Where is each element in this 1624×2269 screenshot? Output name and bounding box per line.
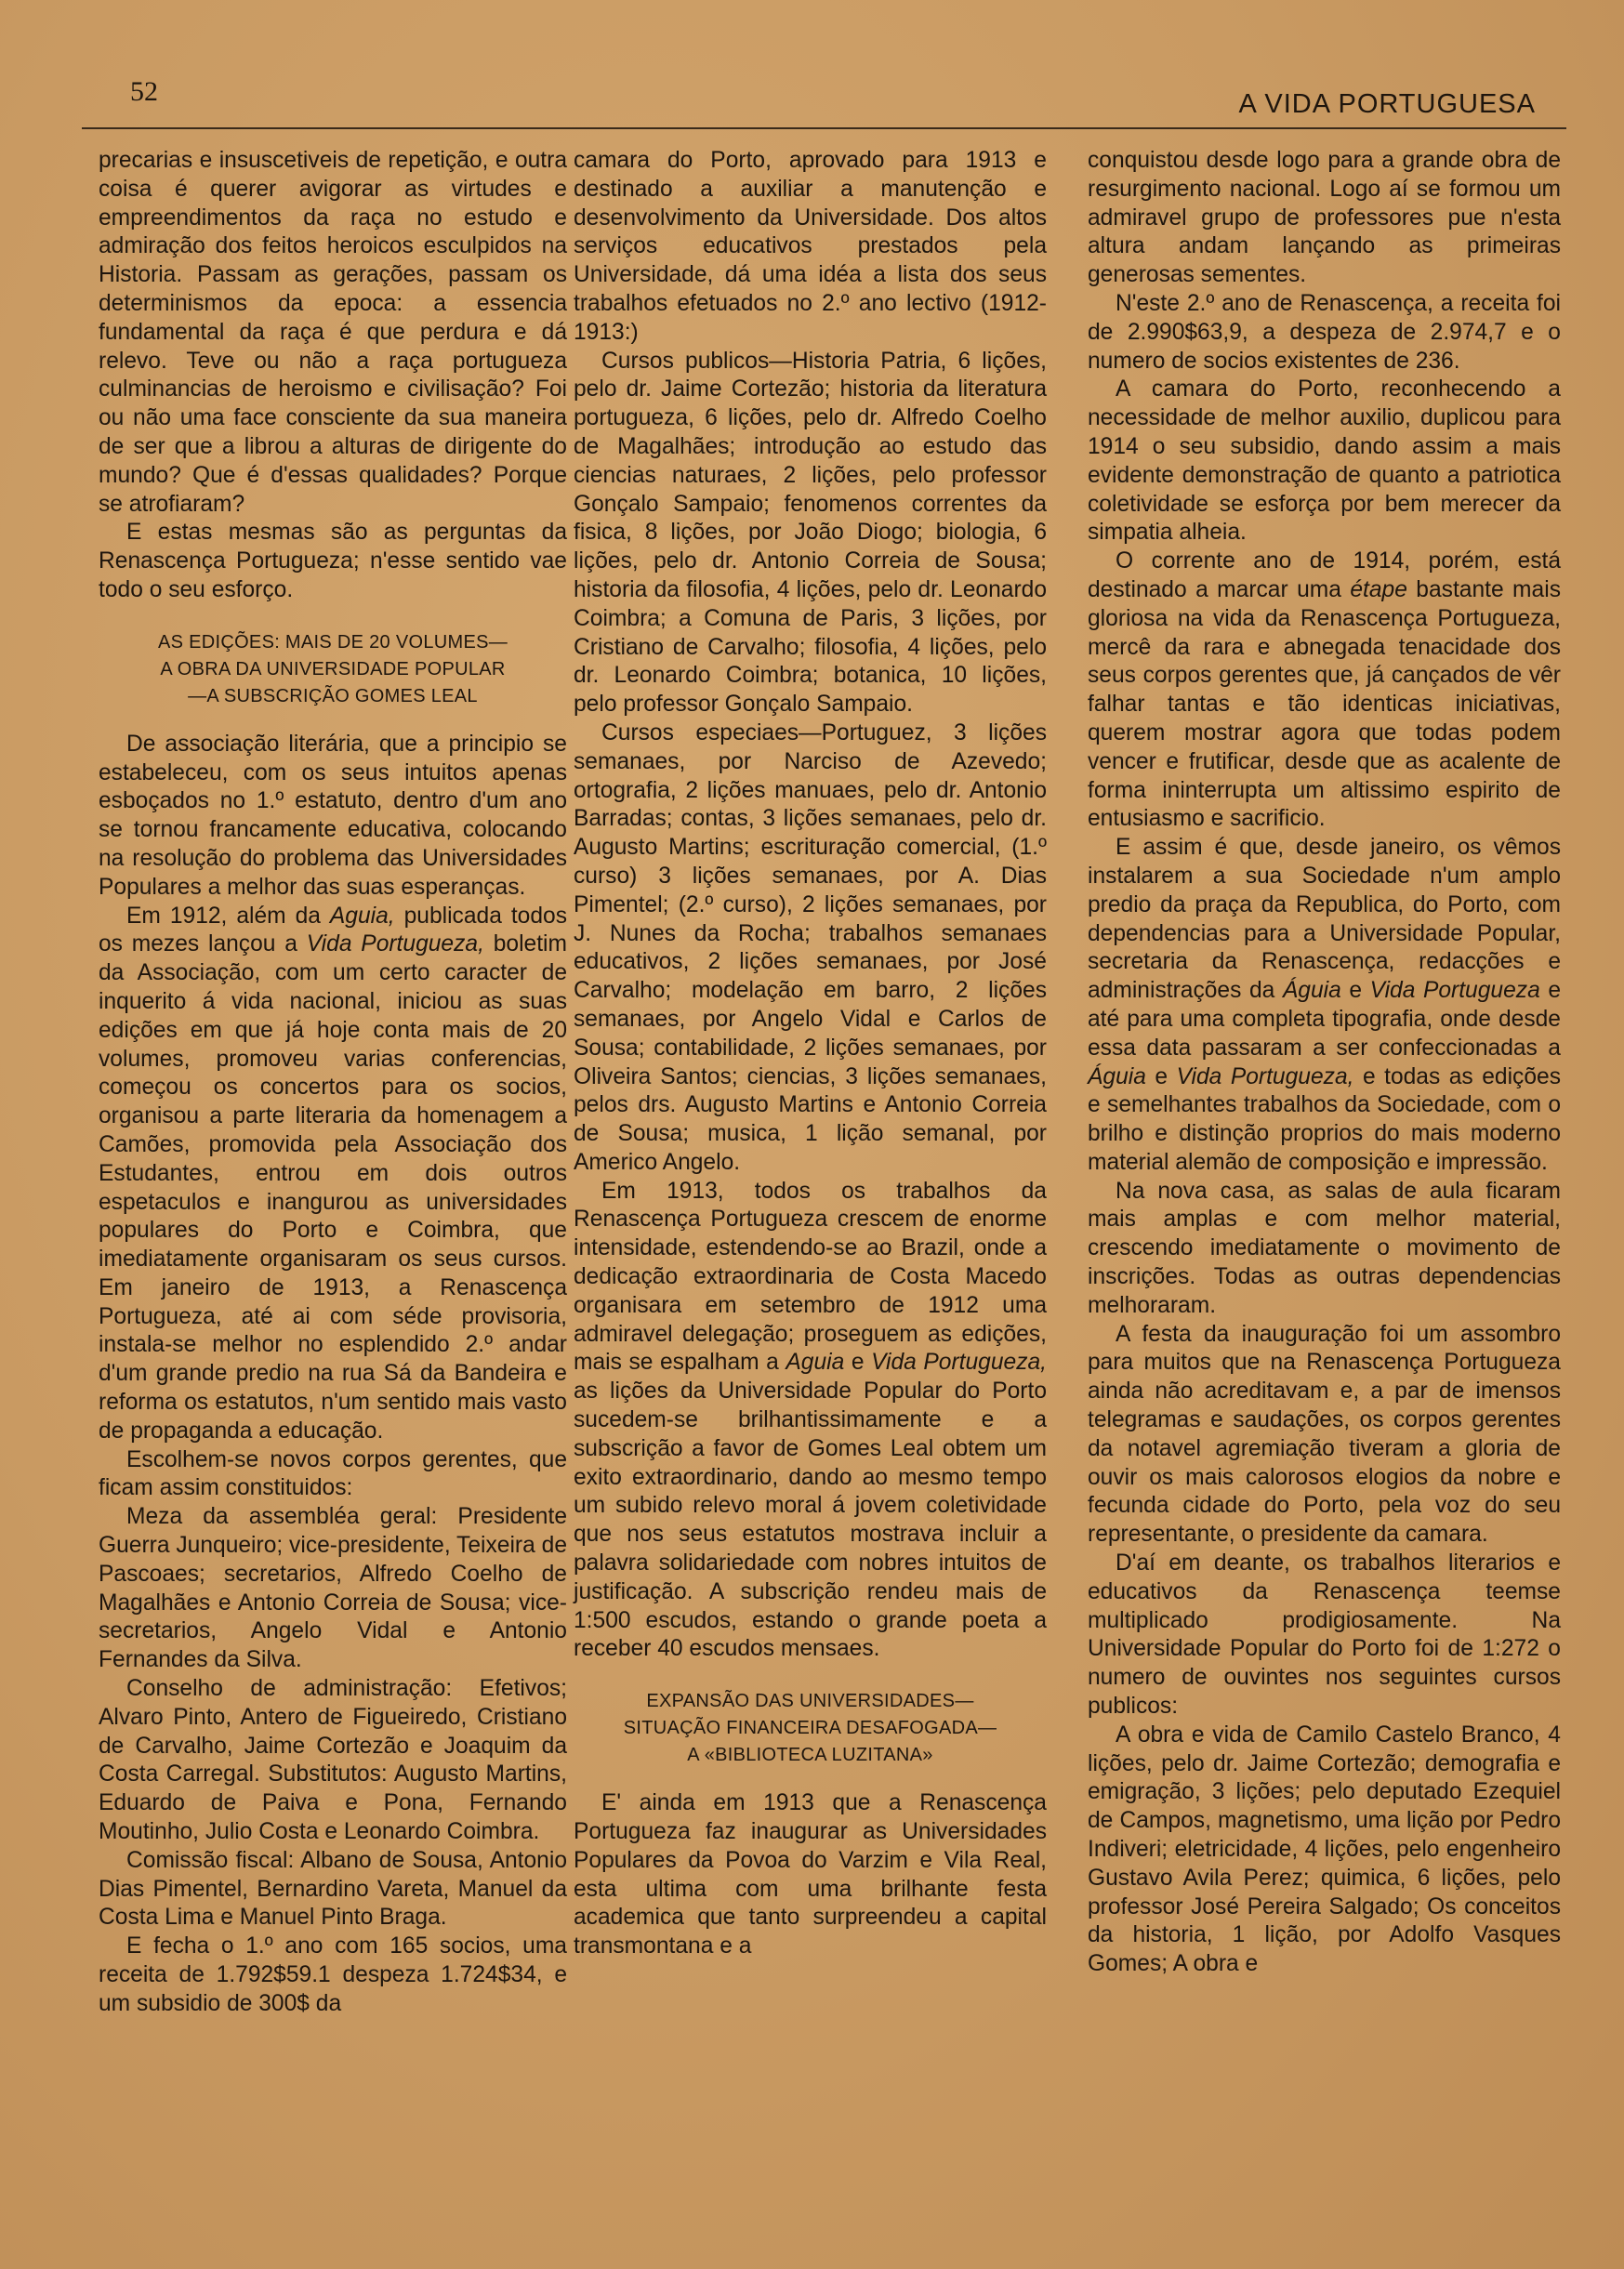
paragraph — [574, 1178, 1047, 1665]
paragraph — [99, 903, 567, 1446]
paragraph: Cursos especiaes—Portuguez, 3 lições semanaes, por Narciso de Azevedo; ortografia, 2 lições manuaes, pelo dr. Antonio Barradas; contas, 3 lições semanaes, pelo dr. Augusto Martins; escrituração comercial, (1.º curso) 3 lições semanaes, por A. Dias Pimentel; (2.º curso), 2 lições semanaes, por J. Nunes da Rocha; trabalhos semanaes educativos, 2 lições semanaes, por José Carvalho; modelação em barro, 2 lições semanaes, por Angelo Vidal e Carlos de Sousa; contabilidade, 2 lições semanaes, por Oliveira Santos; ciencias, 3 lições semanaes, pelos drs. Augusto Martins e Antonio Correia de Sousa; musica, 1 lição semanal, por Americo Angelo. — [574, 719, 1047, 1175]
paragraph: E fecha o 1.º ano com 165 socios, uma receita de 1.792$59.1 despeza 1.724$34, e um subsidio de 300$ da — [99, 1933, 567, 2016]
column-1 — [99, 147, 567, 2019]
paragraph: N'este 2.º ano de Renascença, a receita foi de 2.990$63,9, a despeza de 2.974,7 e o numero de socios existentes de 236. — [1088, 290, 1561, 374]
section-heading-line: A «BIBLIOTECA LUZITANA» — [687, 1745, 933, 1766]
section-heading — [574, 1688, 1047, 1769]
text-run: e — [844, 1350, 872, 1376]
text-run: as lições da Universidade Popular do Porto sucedem-se brilhantissimamente e a subscrição a favor de Gomes Leal obtem um exito extraordinario, dando ao mesmo tempo um subido relevo moral á jovem coletividade que nos seus estatutos mostrava incluir a palavra solidariedade com nobres intuitos de justificação. A subscrição rendeu mais de 1:500 escudos, estando o grande poeta a receber 40 escudos mensaes. — [574, 1379, 1047, 1662]
text-run: boletim da Associação, com um certo caracter de inquerito á vida nacional, iniciou as suas edições em que já hoje conta mais de 20 volumes, promoveu varias conferencias, começou os concertos para os socios, organisou a parte literaria da homenagem a Camões, promovida pela Associação dos Estudantes, entrou em dois outros espetaculos e inangurou as universidades populares do Porto e Coimbra, que imediatamente organisaram os seus cursos. Em janeiro de 1913, a Renascença Portugueza, até ai com séde provisoria, instala-se melhor no esplendido 2.º andar d'um grande predio na rua Sá da Bandeira e reforma os estatutos, n'um sentido mais vasto de propaganda a educação. — [99, 931, 567, 1444]
italic-word: étape — [1350, 576, 1407, 602]
paragraph: Conselho de administração: Efetivos; Alvaro Pinto, Antero de Figueiredo, Cristiano de Carvalho, Jaime Cortezão e Joaquim da Costa Carregal. Substitutos: Augusto Martins, Eduardo de Paiva e Pona, Fernando Moutinho, Julio Costa e Leonardo Coimbra. — [99, 1676, 567, 1845]
paragraph: De associação literária, que a principio se estabeleceu, com os seus intuitos apenas esboçados no 1.º estatuto, dentro d'um ano se tornou francamente educativa, colocando na resolução do problema das Universidades Populares a melhor das suas esperanças. — [99, 731, 567, 900]
section-heading-line: —A SUBSCRIÇÃO GOMES LEAL — [188, 685, 478, 706]
section-heading-line: SITUAÇÃO FINANCEIRA DESAFOGADA— — [623, 1718, 997, 1739]
paragraph: E' ainda em 1913 que a Renascença Portugueza faz inaugurar as Universidades Populares da Povoa do Varzim e Vila Real, esta ultima com uma brilhante festa academica que tanto surpreendeu a capital transmontana e a — [574, 1790, 1047, 1959]
paragraph: conquistou desde logo para a grande obra de resurgimento nacional. Logo aí se formou um admiravel grupo de professores pue n'esta altura andam lançando as primeiras generosas sementes. — [1088, 148, 1561, 288]
section-heading-line: A OBRA DA UNIVERSIDADE POPULAR — [160, 658, 506, 679]
column-3 — [1088, 147, 1561, 1979]
section-heading-line: AS EDIÇÕES: MAIS DE 20 VOLUMES— — [157, 631, 508, 653]
title-aguia: Águia — [1088, 1063, 1146, 1089]
title-aguia: Águia — [1282, 978, 1341, 1004]
title-vida-portugueza: Vida Portugueza, — [871, 1350, 1048, 1376]
paragraph — [1088, 834, 1561, 1178]
paragraph: camara do Porto, aprovado para 1913 e destinado a auxiliar a manutenção e desenvolvimento da Universidade. Dos altos serviços educativos prestados pela Universidade, dá uma idéa a lista dos seus trabalhos efetuados no 2.º ano lectivo (1912-1913:) — [574, 148, 1047, 345]
section-heading-line: EXPANSÃO DAS UNIVERSIDADES— — [646, 1691, 974, 1712]
text-run: e — [1340, 978, 1370, 1004]
paragraph: A camara do Porto, reconhecendo a necessidade de melhor auxilio, duplicou para 1914 o seu subsidio, dando assim a mais evidente demonstração de quanto a patriotica coletividade se esforça por bem merecer da simpatia alheia. — [1088, 376, 1561, 546]
text-run: e — [1145, 1063, 1177, 1089]
title-vida-portugueza: Vida Portugueza, — [1176, 1063, 1354, 1089]
column-2 — [574, 147, 1047, 1961]
text-run: e todas as edições e semelhantes trabalhos da Sociedade, com o brilho e distinção proprios do mais moderno material alemão de composição e impressão. — [1088, 1063, 1561, 1175]
paragraph: Meza da assembléa geral: Presidente Guerra Junqueiro; vice-presidente, Teixeira de Pascoaes; secretarios, Alfredo Coelho de Magalhães e Antonio Correia de Sousa; vice-secretarios, Angelo Vidal e Antonio Fernandes da Silva. — [99, 1504, 567, 1673]
paragraph: D'aí em deante, os trabalhos literarios e educativos da Renascença teemse multiplicado prodigiosamente. Na Universidade Popular do Porto foi de 1:272 o numero de ouvintes nos seguintes cursos publicos: — [1088, 1550, 1561, 1720]
text-run: e até para uma completa tipografia, onde desde essa data passaram a ser confeccionadas a — [1088, 978, 1561, 1061]
page-number: 52 — [130, 76, 158, 107]
paragraph: Escolhem-se novos corpos gerentes, que ficam assim constituidos: — [99, 1446, 567, 1501]
paragraph: Na nova casa, as salas de aula ficaram mais amplas e com melhor material, crescendo imediatamente o movimento de inscrições. Todas as outras dependencias melhoraram. — [1088, 1178, 1561, 1318]
title-aguia: Aguia, — [329, 903, 395, 929]
text-run: Em 1912, além da — [126, 903, 330, 929]
text-run: publicada todos os mezes lançou a — [99, 903, 567, 957]
paragraph: A obra e vida de Camilo Castelo Branco, 4 lições, pelo dr. Jaime Cortezão; demografia e emigração, 3 lições; pelo deputado Ezequiel de Campos, magnetismo, uma lição por Pedro Indiveri; eletricidade, 4 lições, pelo engenheiro Gustavo Avila Perez; quimica, 6 lições, pelo professor José Pereira Salgado; Os conceitos da historia, 1 lição, por Adolfo Vasques Gomes; A obra e — [1088, 1722, 1561, 1977]
paragraph: Comissão fiscal: Albano de Sousa, Antonio Dias Pimentel, Bernardino Vareta, Manuel da Costa Lima e Manuel Pinto Braga. — [99, 1847, 567, 1931]
text-run: O corrente ano de 1914, porém, está destinado a marcar uma — [1088, 548, 1561, 602]
paragraph — [1088, 547, 1561, 834]
paragraph: E estas mesmas são as perguntas da Renascença Portugueza; n'esse sentido vae todo o seu esforço. — [99, 520, 567, 602]
paragraph: A festa da inauguração foi um assombro para muitos que na Renascença Portugueza ainda não acreditavam e, a par de imensos telegramas e saudações, os corpos gerentes da notavel agremiação tiveram a gloria de ouvir os mais calorosos elogios da nobre e fecunda cidade do Porto, pela voz do seu representante, o presidente da camara. — [1088, 1321, 1561, 1548]
text-run: E assim é que, desde janeiro, os vêmos instalarem a sua Sociedade n'um amplo predio da praça da Republica, do Porto, com dependencias para a Universidade Popular, secretaria da Renascença, redacções e administrações da — [1088, 835, 1561, 1004]
running-title: A VIDA PORTUGUESA — [1238, 89, 1536, 119]
paragraph: precarias e insuscetiveis de repetição, e outra coisa é querer avigorar as virtudes e empreendimentos da raça no estudo e admiração dos feitos heroicos esculpidos na Historia. Passam as gerações, passam os determinismos da epoca: a essencia fundamental da raça é que perdura e dá relevo. Teve ou não a raça portugueza culminancias de heroismo e civilisação? Foi ou não uma face consciente da sua maneira de ser que a librou a alturas de dirigente do mundo? Que é d'essas qualidades? Porque se atrofiaram? — [99, 148, 567, 517]
title-aguia: Aguia — [786, 1350, 845, 1376]
text-run: bastante mais gloriosa na vida da Renascença Portugueza, mercê da rara e abnegada tenacidade dos seus corpos gerentes que, já cançados de vêr falhar tantas e tão identicas iniciativas, querem mostrar agora que todas podem vencer e frutificar, desde que as acalente de forma ininterrupta um altissimo espirito de entusiasmo e sacrificio. — [1088, 576, 1561, 832]
text-run: Em 1913, todos os trabalhos da Renascença Portugueza crescem de enorme intensidade, estendendo-se ao Brazil, onde a dedicação extraordinaria de Costa Macedo organisara em setembro de 1912 uma admiravel delegação; proseguem as edições, mais se espalham a — [574, 1178, 1047, 1376]
paragraph: Cursos publicos—Historia Patria, 6 lições, pelo dr. Jaime Cortezão; historia da literatura portugueza, 6 lições, pelo dr. Alfredo Coelho de Magalhães; introdução ao estudo das ciencias naturaes, 2 lições, pelo professor Gonçalo Sampaio; fenomenos correntes da fisica, 8 lições, por João Diogo; biologia, 6 lições, pelo dr. Antonio Correia de Sousa; historia da filosofia, 4 lições, pelo dr. Leonardo Coimbra; a Comuna de Paris, 3 lições, por Cristiano de Carvalho; filosofia, 4 lições, pelo dr. Leonardo Coimbra; botanica, 10 lições, pelo professor Gonçalo Sampaio. — [574, 348, 1047, 718]
title-vida-portugueza: Vida Portugueza — [1369, 978, 1540, 1004]
title-vida-portugueza: Vida Portugueza, — [306, 931, 484, 957]
header-rule — [82, 127, 1566, 129]
section-heading — [99, 629, 567, 710]
